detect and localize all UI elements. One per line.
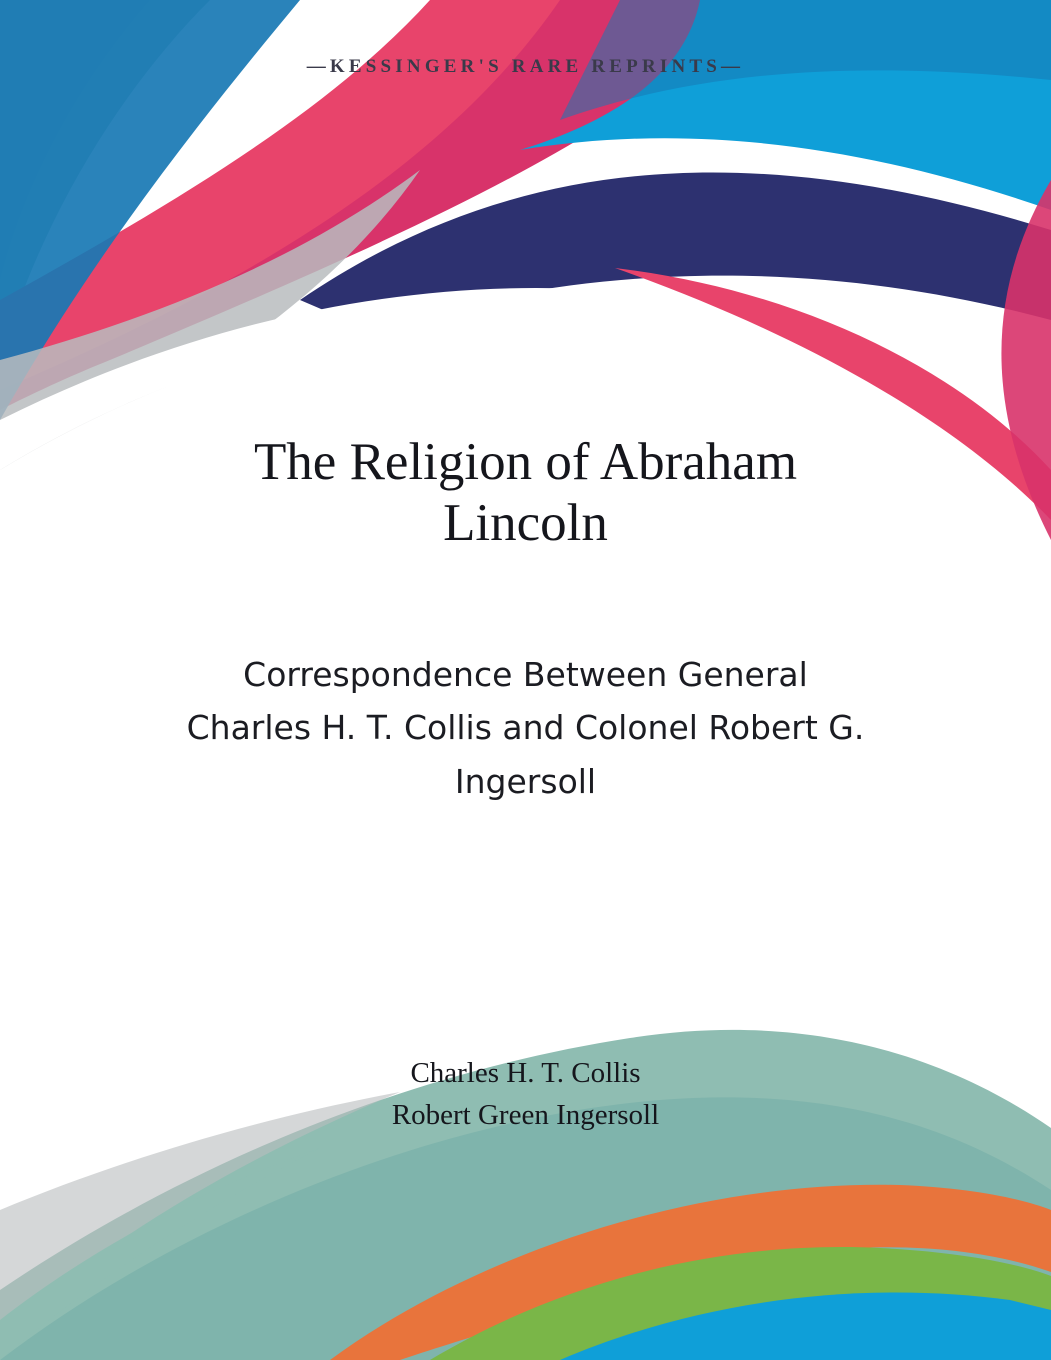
publisher-imprint: —KESSINGER'S RARE REPRINTS— bbox=[306, 56, 745, 77]
subtitle-block bbox=[0, 648, 1051, 808]
page-subtitle: Correspondence Between General Charles H. T. Collis and Colonel Robert G. Ingersoll bbox=[186, 655, 865, 801]
author-name: Robert Green Ingersoll bbox=[391, 1099, 660, 1132]
title-block bbox=[0, 432, 1051, 554]
author-name: Charles H. T. Collis bbox=[410, 1057, 641, 1089]
authors-block bbox=[0, 1052, 1051, 1136]
page-title: The Religion of Abraham Lincoln bbox=[253, 433, 798, 552]
